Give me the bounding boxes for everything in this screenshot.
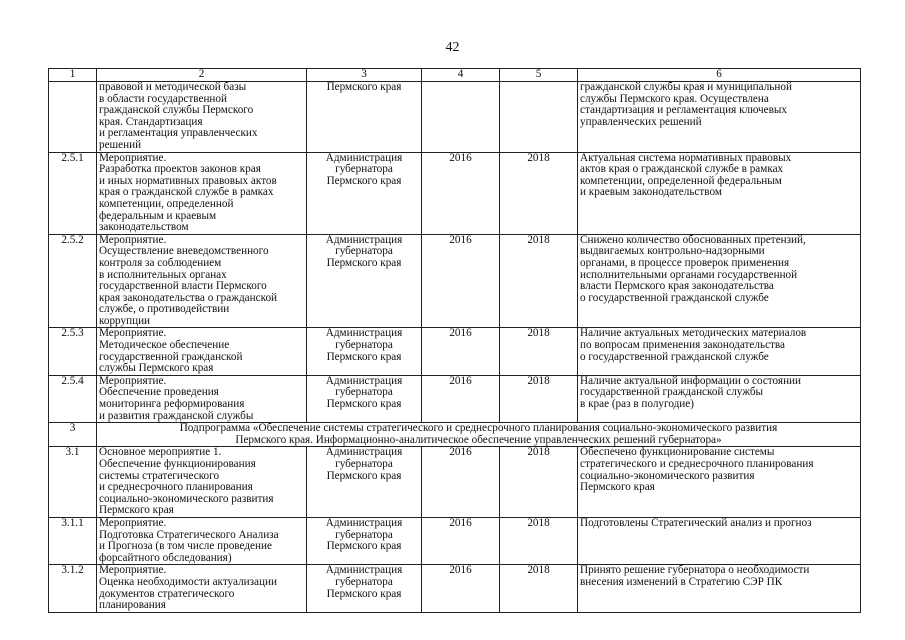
end-year xyxy=(500,82,578,153)
start-year: 2016 xyxy=(422,447,500,518)
column-header: 1 xyxy=(49,69,97,82)
activity-name-line: Подготовка Стратегического Анализа xyxy=(99,528,279,541)
start-year: 2016 xyxy=(422,152,500,234)
executor xyxy=(307,565,422,612)
activity-name-line: контроля за соблюдением xyxy=(99,256,222,269)
header-row xyxy=(49,69,861,82)
expected-result-line: стандартизация и регламентация ключевых xyxy=(580,104,788,117)
activity-name xyxy=(97,234,307,328)
start-year: 2016 xyxy=(422,234,500,328)
executor-line: Администрация xyxy=(325,375,403,387)
end-year: 2018 xyxy=(500,234,578,328)
expected-result-line: о государственной гражданской службе xyxy=(580,291,769,304)
expected-result-line: Подготовлены Стратегический анализ и прогноз xyxy=(580,517,812,529)
executor-line: губернатора xyxy=(335,528,393,541)
expected-result-line: актов края о гражданской службе в рамках xyxy=(580,163,784,176)
activity-name-line: Мероприятие. xyxy=(99,564,167,577)
expected-result-line: в крае (раз в полугодие) xyxy=(580,398,694,411)
activity-name-line: Разработка проектов законов края xyxy=(99,163,261,176)
expected-result-line: гражданской службы края и муниципальной xyxy=(580,81,792,93)
executor xyxy=(307,375,422,422)
subprogram-title-line: Подпрограмма «Обеспечение системы стратегического и среднесрочного планирования социально-экономического развития xyxy=(179,422,778,435)
executor xyxy=(307,447,422,518)
expected-result-line: внесения изменений в Стратегию СЭР ПК xyxy=(580,575,783,588)
table-row xyxy=(49,152,861,234)
page-number: 42 xyxy=(445,40,460,55)
row-number: 3.1.1 xyxy=(49,517,97,564)
executor xyxy=(307,152,422,234)
expected-result xyxy=(578,328,861,375)
column-header: 3 xyxy=(307,69,422,82)
executor-line: Пермского края xyxy=(326,469,402,482)
expected-result xyxy=(578,517,861,564)
table-row xyxy=(49,517,861,564)
expected-result-line: органами, в процессе проверок применения xyxy=(580,256,790,269)
activity-name-line: социально-экономического развития xyxy=(99,492,274,505)
activity-name xyxy=(97,328,307,375)
expected-result xyxy=(578,447,861,518)
expected-result-line: государственной гражданской службы xyxy=(580,386,764,399)
activity-name-line: федеральным и краевым xyxy=(99,209,217,222)
activity-name-line: законодательством xyxy=(99,221,189,234)
activity-name-line: в исполнительных органах xyxy=(99,268,227,281)
activity-name-line: планирования xyxy=(99,599,166,612)
row-number: 3.1.2 xyxy=(49,565,97,612)
activity-name-line: Мероприятие. xyxy=(99,375,167,387)
activity-name-line: государственной гражданской xyxy=(99,350,243,363)
start-year xyxy=(422,82,500,153)
activity-name-line: и развития гражданской службы xyxy=(99,409,254,422)
activity-name-line: и Прогноза (в том числе проведение xyxy=(99,540,272,553)
expected-result-line: Наличие актуальных методических материалов xyxy=(580,327,807,340)
activity-name-line: правовой и методической базы xyxy=(99,81,247,93)
executor-line: Пермского края xyxy=(326,398,402,411)
start-year: 2016 xyxy=(422,375,500,422)
activity-name-line: службе, о противодействии xyxy=(99,303,230,316)
end-year: 2018 xyxy=(500,152,578,234)
activity-name-line: и иных нормативных правовых актов xyxy=(99,174,277,187)
expected-result-line: социально-экономического развития xyxy=(580,469,755,482)
activity-name-line: и среднесрочного планирования xyxy=(99,481,253,494)
end-year: 2018 xyxy=(500,517,578,564)
expected-result-line: компетенции, определенной федеральным xyxy=(580,174,782,187)
activity-name-line: Обеспечение проведения xyxy=(99,386,219,399)
executor-line: Пермского края xyxy=(326,81,402,93)
activity-name-line: края. Стандартизация xyxy=(99,115,203,128)
executor-line: Администрация xyxy=(325,517,403,529)
program-table xyxy=(48,68,861,613)
activity-name-line: Осуществление вневедомственного xyxy=(99,245,269,258)
executor-line: губернатора xyxy=(335,458,393,470)
activity-name-line: гражданской службы Пермского xyxy=(99,104,254,117)
expected-result-line: Пермского края xyxy=(580,481,655,494)
activity-name-line: системы стратегического xyxy=(99,469,220,482)
table-row xyxy=(49,447,861,518)
row-number xyxy=(49,82,97,153)
row-number: 2.5.1 xyxy=(49,152,97,234)
expected-result-line: о государственной гражданской службе xyxy=(580,350,769,363)
row-number: 2.5.3 xyxy=(49,328,97,375)
expected-result xyxy=(578,152,861,234)
row-number: 2.5.2 xyxy=(49,234,97,328)
subprogram-title-line: Пермского края. Информационно-аналитическое обеспечение управленческих решений губернатора» xyxy=(235,433,722,446)
executor-line: Пермского края xyxy=(326,350,402,363)
activity-name-line: Мероприятие. xyxy=(99,517,167,529)
end-year: 2018 xyxy=(500,447,578,518)
executor-line: губернатора xyxy=(335,245,393,258)
activity-name-line: Пермского края xyxy=(99,504,174,517)
activity-name-line: края законодательства о гражданской xyxy=(99,291,278,304)
table-row xyxy=(49,328,861,375)
row-number: 3 xyxy=(49,423,97,447)
expected-result-line: по вопросам применения законодательства xyxy=(580,339,786,352)
expected-result xyxy=(578,375,861,422)
expected-result-line: исполнительными органами государственной xyxy=(580,268,798,281)
row-number: 2.5.4 xyxy=(49,375,97,422)
executor-line: Администрация xyxy=(325,446,403,459)
activity-name-line: коррупции xyxy=(99,314,151,327)
activity-name-line: мониторинга реформирования xyxy=(99,398,245,411)
executor-line: губернатора xyxy=(335,386,393,399)
executor-line: Пермского края xyxy=(326,174,402,187)
expected-result-line: Наличие актуальной информации о состоянии xyxy=(580,375,802,387)
end-year: 2018 xyxy=(500,565,578,612)
expected-result-line: Принято решение губернатора о необходимости xyxy=(580,564,810,577)
start-year: 2016 xyxy=(422,328,500,375)
column-header: 4 xyxy=(422,69,500,82)
activity-name xyxy=(97,82,307,153)
activity-name-line: Мероприятие. xyxy=(99,152,167,164)
activity-name-line: службы Пермского края xyxy=(99,362,214,375)
activity-name xyxy=(97,447,307,518)
activity-name-line: Мероприятие. xyxy=(99,234,167,246)
activity-name-line: форсайтного обследования) xyxy=(99,551,232,564)
expected-result-line: службы Пермского края. Осуществлена xyxy=(580,92,769,105)
table-row xyxy=(49,234,861,328)
executor xyxy=(307,82,422,153)
activity-name-line: компетенции, определенной xyxy=(99,197,234,210)
column-header: 6 xyxy=(578,69,861,82)
executor-line: Пермского края xyxy=(326,256,402,269)
executor-line: Администрация xyxy=(325,152,403,164)
activity-name-line: Обеспечение функционирования xyxy=(99,458,256,470)
executor-line: Администрация xyxy=(325,564,403,577)
executor-line: губернатора xyxy=(335,163,393,176)
expected-result xyxy=(578,82,861,153)
expected-result-line: выдвигаемых контрольно-надзорными xyxy=(580,245,765,258)
expected-result-line: Обеспечено функционирование системы xyxy=(580,446,775,459)
end-year: 2018 xyxy=(500,375,578,422)
activity-name xyxy=(97,565,307,612)
activity-name-line: документов стратегического xyxy=(99,587,235,600)
executor-line: губернатора xyxy=(335,339,393,352)
activity-name-line: в области государственной xyxy=(99,92,228,105)
executor-line: Пермского края xyxy=(326,540,402,553)
activity-name-line: Основное мероприятие 1. xyxy=(99,446,222,459)
expected-result xyxy=(578,234,861,328)
executor-line: губернатора xyxy=(335,575,393,588)
expected-result-line: Снижено количество обоснованных претензий, xyxy=(580,234,806,246)
start-year: 2016 xyxy=(422,517,500,564)
activity-name-line: Методическое обеспечение xyxy=(99,339,230,352)
expected-result-line: и краевым законодательством xyxy=(580,186,722,199)
activity-name-line: и регламентация управленческих xyxy=(99,127,258,140)
end-year: 2018 xyxy=(500,328,578,375)
activity-name-line: государственной власти Пермского xyxy=(99,280,267,293)
expected-result xyxy=(578,565,861,612)
subprogram-row xyxy=(49,423,861,447)
executor-line: Пермского края xyxy=(326,587,402,600)
activity-name xyxy=(97,517,307,564)
executor xyxy=(307,517,422,564)
executor xyxy=(307,328,422,375)
expected-result-line: управленческих решений xyxy=(580,115,702,128)
activity-name xyxy=(97,375,307,422)
executor-line: Администрация xyxy=(325,327,403,340)
subprogram-title xyxy=(97,423,861,447)
table-row xyxy=(49,565,861,612)
table-row xyxy=(49,82,861,153)
row-number: 3.1 xyxy=(49,447,97,518)
executor xyxy=(307,234,422,328)
activity-name-line: края о гражданской службе в рамках xyxy=(99,186,274,199)
table-row xyxy=(49,375,861,422)
activity-name-line: Оценка необходимости актуализации xyxy=(99,575,277,588)
column-header: 2 xyxy=(97,69,307,82)
executor-line: Администрация xyxy=(325,234,403,246)
activity-name-line: Мероприятие. xyxy=(99,327,167,340)
activity-name-line: решений xyxy=(99,138,142,151)
expected-result-line: Актуальная система нормативных правовых xyxy=(580,152,792,164)
column-header: 5 xyxy=(500,69,578,82)
start-year: 2016 xyxy=(422,565,500,612)
expected-result-line: власти Пермского края законодательства xyxy=(580,280,774,293)
expected-result-line: стратегического и среднесрочного планирования xyxy=(580,458,814,470)
activity-name xyxy=(97,152,307,234)
